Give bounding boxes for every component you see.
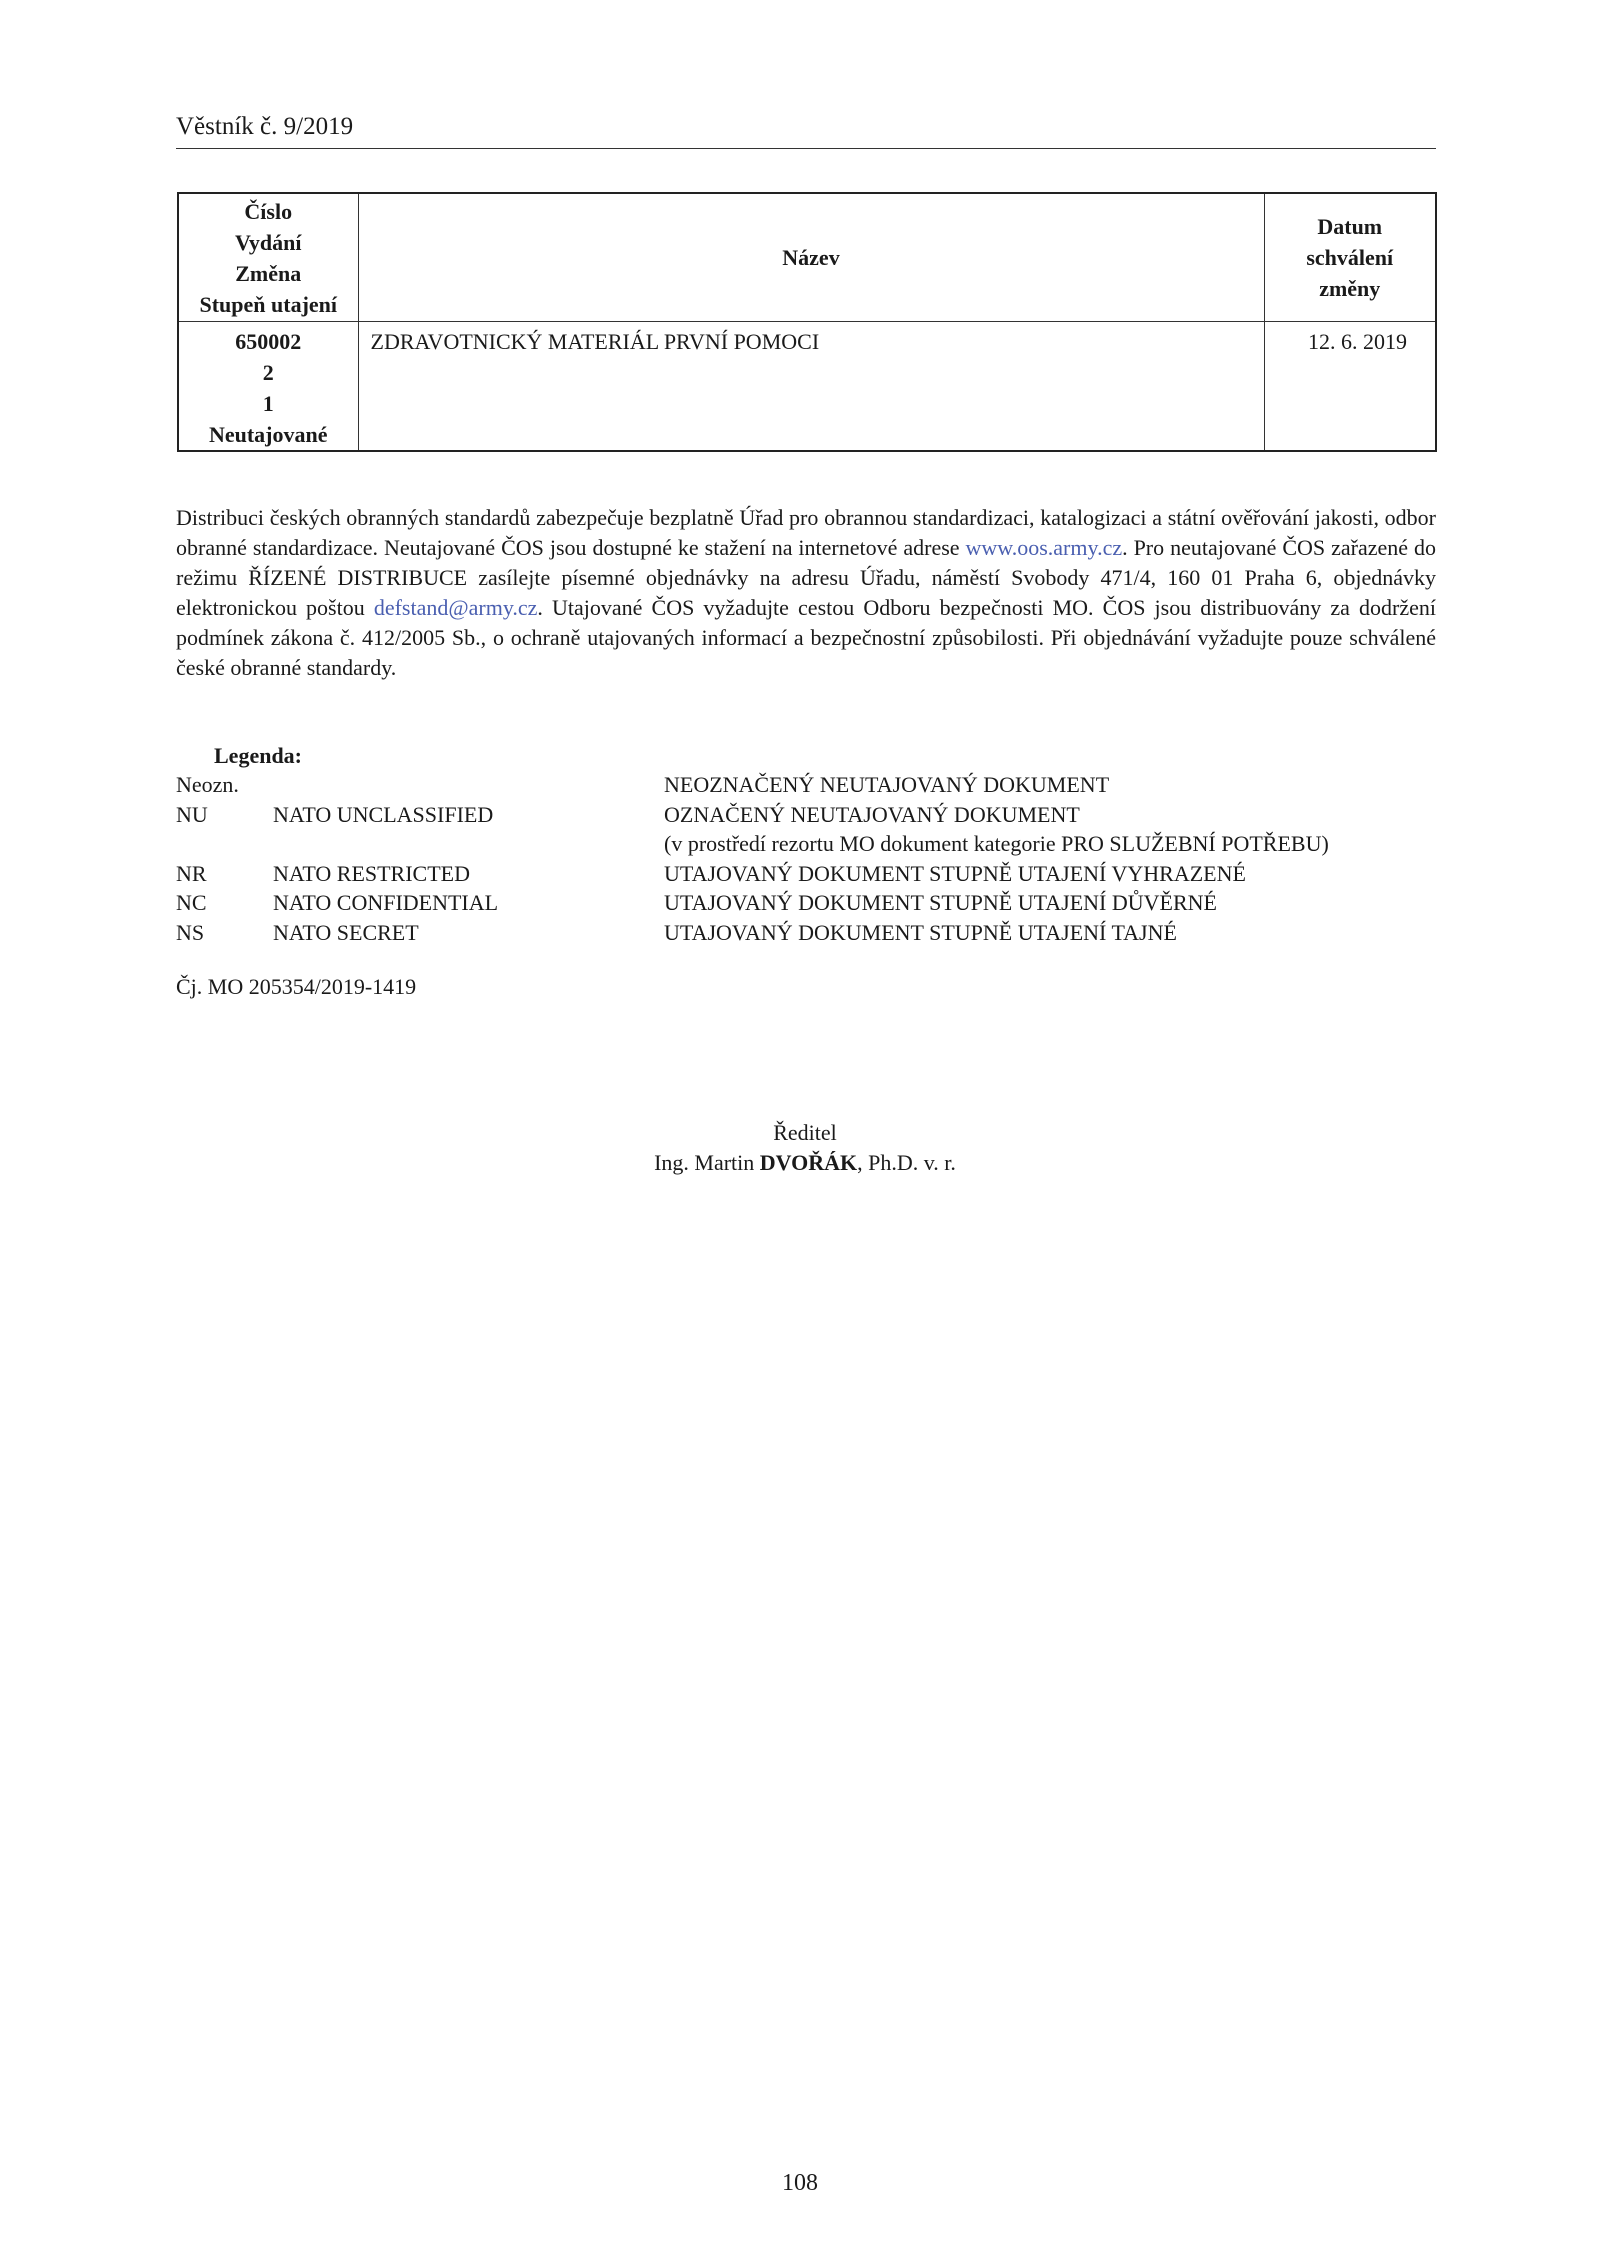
column-header-number xyxy=(178,193,358,322)
header-line-datum: Datum xyxy=(1317,214,1383,239)
header-line-cislo: Číslo xyxy=(244,198,293,224)
legend-code: NS xyxy=(176,919,205,945)
legend-name: NATO CONFIDENTIAL xyxy=(273,890,499,915)
legend-name: NATO UNCLASSIFIED xyxy=(273,801,494,827)
standard-number: 650002 xyxy=(235,329,302,354)
header-line-stupen: Stupeň utajení xyxy=(199,291,338,317)
header-line-vydani: Vydání xyxy=(235,229,302,255)
header-line-nazev: Název xyxy=(782,245,840,270)
header-line-schvaleni: schválení xyxy=(1306,245,1394,270)
legend-row xyxy=(176,800,1436,830)
cell-date: 12. 6. 2019 xyxy=(1264,322,1436,452)
legend-desc: UTAJOVANÝ DOKUMENT STUPNĚ UTAJENÍ VYHRAZENÉ xyxy=(664,860,1246,886)
legend-title: Legenda: xyxy=(214,743,302,768)
paragraph-text-2: . Pro neutajované ČOS zařazené do režimu ŘÍZENÉ DISTRIBUCE zasílejte písemné objednávky na adresu Úřadu, náměstí Svobody 471/4, 160 01 Praha 6, objednávky elektronickou poštou xyxy=(176,535,1436,620)
legend-code: Neozn. xyxy=(176,772,239,797)
legend-row xyxy=(176,770,1436,800)
legend-desc: (v prostředí rezortu MO dokument kategorie PRO SLUŽEBNÍ POTŘEBU) xyxy=(664,831,1329,856)
classification-level: Neutajované xyxy=(208,422,328,447)
column-header-name xyxy=(358,193,1264,322)
legend-row xyxy=(176,859,1436,889)
table-row xyxy=(178,322,1436,452)
table-header-row xyxy=(178,193,1436,322)
signature-block xyxy=(500,1118,1110,1178)
legend-desc: NEOZNAČENÝ NEUTAJOVANÝ DOKUMENT xyxy=(664,772,1110,797)
cell-name: ZDRAVOTNICKÝ MATERIÁL PRVNÍ POMOCI xyxy=(358,322,1264,452)
paragraph-text-1: Distribuci českých obranných standardů zabezpečuje bezplatně Úřad pro obrannou standardizaci, katalogizaci a státní ověřování jakosti, odbor obranné standardizace. Neutajované ČOS jsou dostupné ke stažení na internetové adrese xyxy=(176,505,1436,560)
header-line-zmeny: změny xyxy=(1319,276,1381,301)
legend-name: NATO SECRET xyxy=(273,919,419,945)
email-link[interactable]: defstand@army.cz xyxy=(373,595,538,620)
legend-row xyxy=(176,918,1436,948)
legend-code: NC xyxy=(176,890,207,915)
signature-prefix: Ing. Martin xyxy=(654,1150,760,1175)
reference-number: Čj. MO 205354/2019-1419 xyxy=(176,974,417,999)
signature-surname: DVOŘÁK xyxy=(759,1150,858,1175)
paragraph-text-3: . Utajované ČOS vyžadujte cestou Odboru bezpečnosti MO. ČOS jsou distribuovány za dodržení podmínek zákona č. 412/2005 Sb., o ochraně utajovaných informací a bezpečnostní způsobilosti. Při objednávání vyžadujte pouze schválené české obranné standardy. xyxy=(176,595,1436,680)
page-number: 108 xyxy=(782,2170,818,2196)
standards-table xyxy=(177,192,1437,452)
legend-code: NR xyxy=(176,860,207,886)
header-line-zmena: Změna xyxy=(235,260,302,286)
cell-number xyxy=(178,322,358,452)
bulletin-header: Věstník č. 9/2019 xyxy=(176,112,1436,149)
legend-desc: UTAJOVANÝ DOKUMENT STUPNĚ UTAJENÍ DŮVĚRNÉ xyxy=(664,890,1217,915)
signature-name xyxy=(500,1148,1110,1178)
legend-desc: UTAJOVANÝ DOKUMENT STUPNĚ UTAJENÍ TAJNÉ xyxy=(664,919,1177,945)
edition-number: 2 xyxy=(262,360,274,385)
signature-role: Ředitel xyxy=(773,1120,837,1145)
website-link[interactable]: www.oos.army.cz xyxy=(965,535,1123,560)
change-number: 1 xyxy=(262,391,274,416)
legend-row xyxy=(176,829,1436,859)
legend-row xyxy=(176,888,1436,918)
legend-code: NU xyxy=(176,801,208,827)
column-header-date xyxy=(1264,193,1436,322)
legend-list xyxy=(176,770,1436,947)
signature-suffix: , Ph.D. v. r. xyxy=(857,1150,956,1175)
legend-name: NATO RESTRICTED xyxy=(273,860,470,886)
legend-desc: OZNAČENÝ NEUTAJOVANÝ DOKUMENT xyxy=(664,801,1080,827)
distribution-paragraph xyxy=(176,503,1436,683)
